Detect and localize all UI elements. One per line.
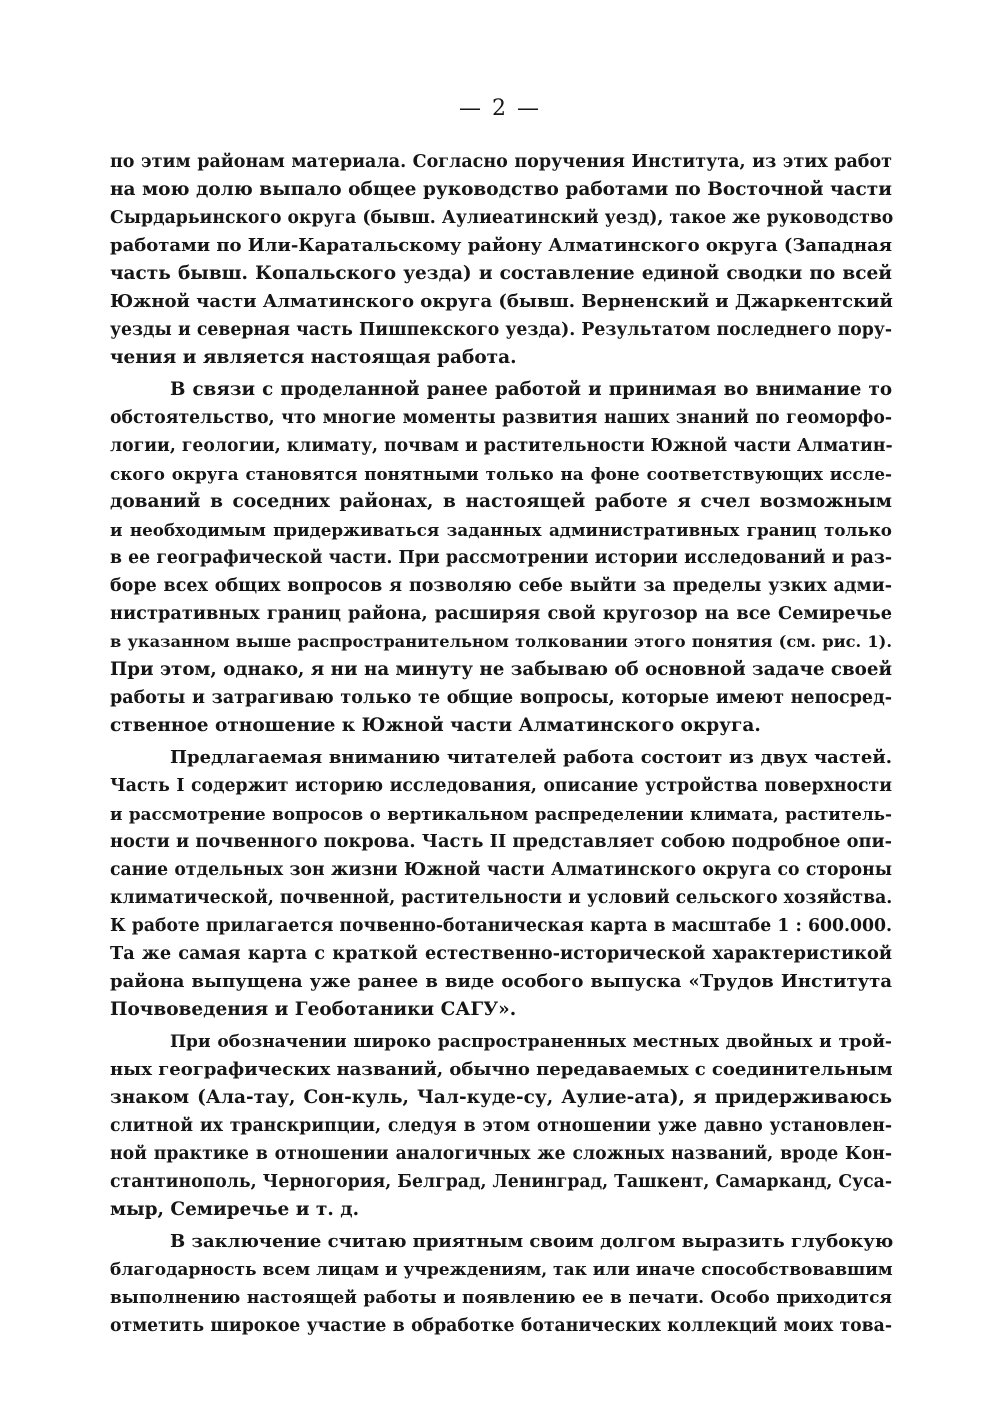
text-line: уезды и северная часть Пишпекского уезда). Результатом последнего пору- — [110, 320, 892, 340]
text-line: стантинополь, Черногория, Белград, Ленинград, Ташкент, Самарканд, Суса- — [110, 1172, 892, 1192]
text-line: и рассмотрение вопросов о вертикальном распределении климата, раститель- — [110, 804, 892, 824]
text-line: нистративных границ района, расширяя свой кругозор на все Семиречье — [110, 603, 892, 624]
text-line: К работе прилагается почвенно-ботаническая карта в масштабе 1 : 600.000. — [110, 916, 892, 936]
text-line: Предлагаемая вниманию читателей работа состоит из двух частей. — [170, 747, 892, 768]
text-line: ных географических названий, обычно передаваемых с соединительным — [110, 1059, 893, 1080]
text-line: по этим районам материала. Согласно поручения Института, из этих работ — [110, 152, 892, 172]
text-line: благодарность всем лицам и учреждениям, так или иначе способствовавшим — [110, 1260, 893, 1280]
text-line: Почвоведения и Геоботаники САГУ». — [110, 999, 517, 1020]
text-line: на мою долю выпало общее руководство работами по Восточной части — [110, 179, 892, 200]
text-line: Сырдарьинского округа (бывш. Аулиеатинский уезд), такое же руководство — [110, 208, 894, 228]
text-line: ственное отношение к Южной части Алматинского округа. — [110, 715, 761, 736]
text-line: ского округа становятся понятными только на фоне соответствующих иссле- — [110, 464, 892, 484]
text-line: знаком (Ала-тау, Сон-куль, Чал-куде-су, Аулие-ата), я придерживаюсь — [110, 1087, 892, 1108]
text-line: Та же самая карта с краткой естественно-исторической характеристикой — [110, 943, 892, 964]
text-line: слитной их транскрипции, следуя в этом отношении уже давно установлен- — [110, 1116, 892, 1136]
page-number: — 2 — — [459, 96, 541, 121]
text-line: дований в соседних районах, в настоящей работе я счел возможным — [110, 491, 892, 512]
text-line: Южной части Алматинского округа (бывш. Верненский и Джаркентский — [110, 291, 893, 312]
text-line: в ее географической части. При рассмотрении истории исследований и раз- — [110, 548, 892, 568]
text-line: выполнению настоящей работы и появлению ее в печати. Особо приходится — [110, 1288, 892, 1308]
text-line: При обозначении широко распространенных местных двойных и трой- — [170, 1032, 892, 1052]
text-line: боре всех общих вопросов я позволяю себе выйти за пределы узких адми- — [110, 576, 892, 596]
text-line: отметить широкое участие в обработке ботанических коллекций моих това- — [110, 1316, 892, 1336]
text-line: в указанном выше распространительном толковании этого понятия (см. рис. 1). — [110, 632, 892, 651]
text-line: работами по Или-Каратальскому району Алматинского округа (Западная — [110, 235, 893, 256]
text-line: климатической, почвенной, растительности и условий сельского хозяйства. — [110, 888, 893, 908]
text-line: часть бывш. Копальского уезда) и составление единой сводки по всей — [110, 263, 892, 284]
text-line: В заключение считаю приятным своим долгом выразить глубокую — [170, 1231, 894, 1252]
text-line: ной практике в отношении аналогичных же сложных названий, вроде Кон- — [110, 1144, 892, 1164]
text-line: Часть I содержит историю исследования, описание устройства поверхности — [110, 776, 892, 796]
text-line: и необходимым придерживаться заданных административных границ только — [110, 520, 892, 540]
text-line: При этом, однако, я ни на минуту не забываю об основной задаче своей — [110, 659, 892, 680]
text-line: работы и затрагиваю только те общие вопросы, которые имеют непосред- — [110, 688, 892, 708]
text-line: мыр, Семиречье и т. д. — [110, 1199, 360, 1220]
text-line: обстоятельство, что многие моменты развития наших знаний по геоморфо- — [110, 408, 892, 428]
text-line: сание отдельных зон жизни Южной части Алматинского округа со стороны — [110, 860, 892, 880]
text-line: района выпущена уже ранее в виде особого выпуска «Трудов Института — [110, 971, 892, 992]
text-line: ности и почвенного покрова. Часть II представляет собою подробное опи- — [110, 831, 892, 852]
text-line: В связи с проделанной ранее работой и принимая во внимание то — [170, 379, 892, 400]
text-line: чения и является настоящая работа. — [110, 347, 517, 368]
text-line: логии, геологии, климату, почвам и растительности Южной части Алматин- — [110, 436, 893, 456]
